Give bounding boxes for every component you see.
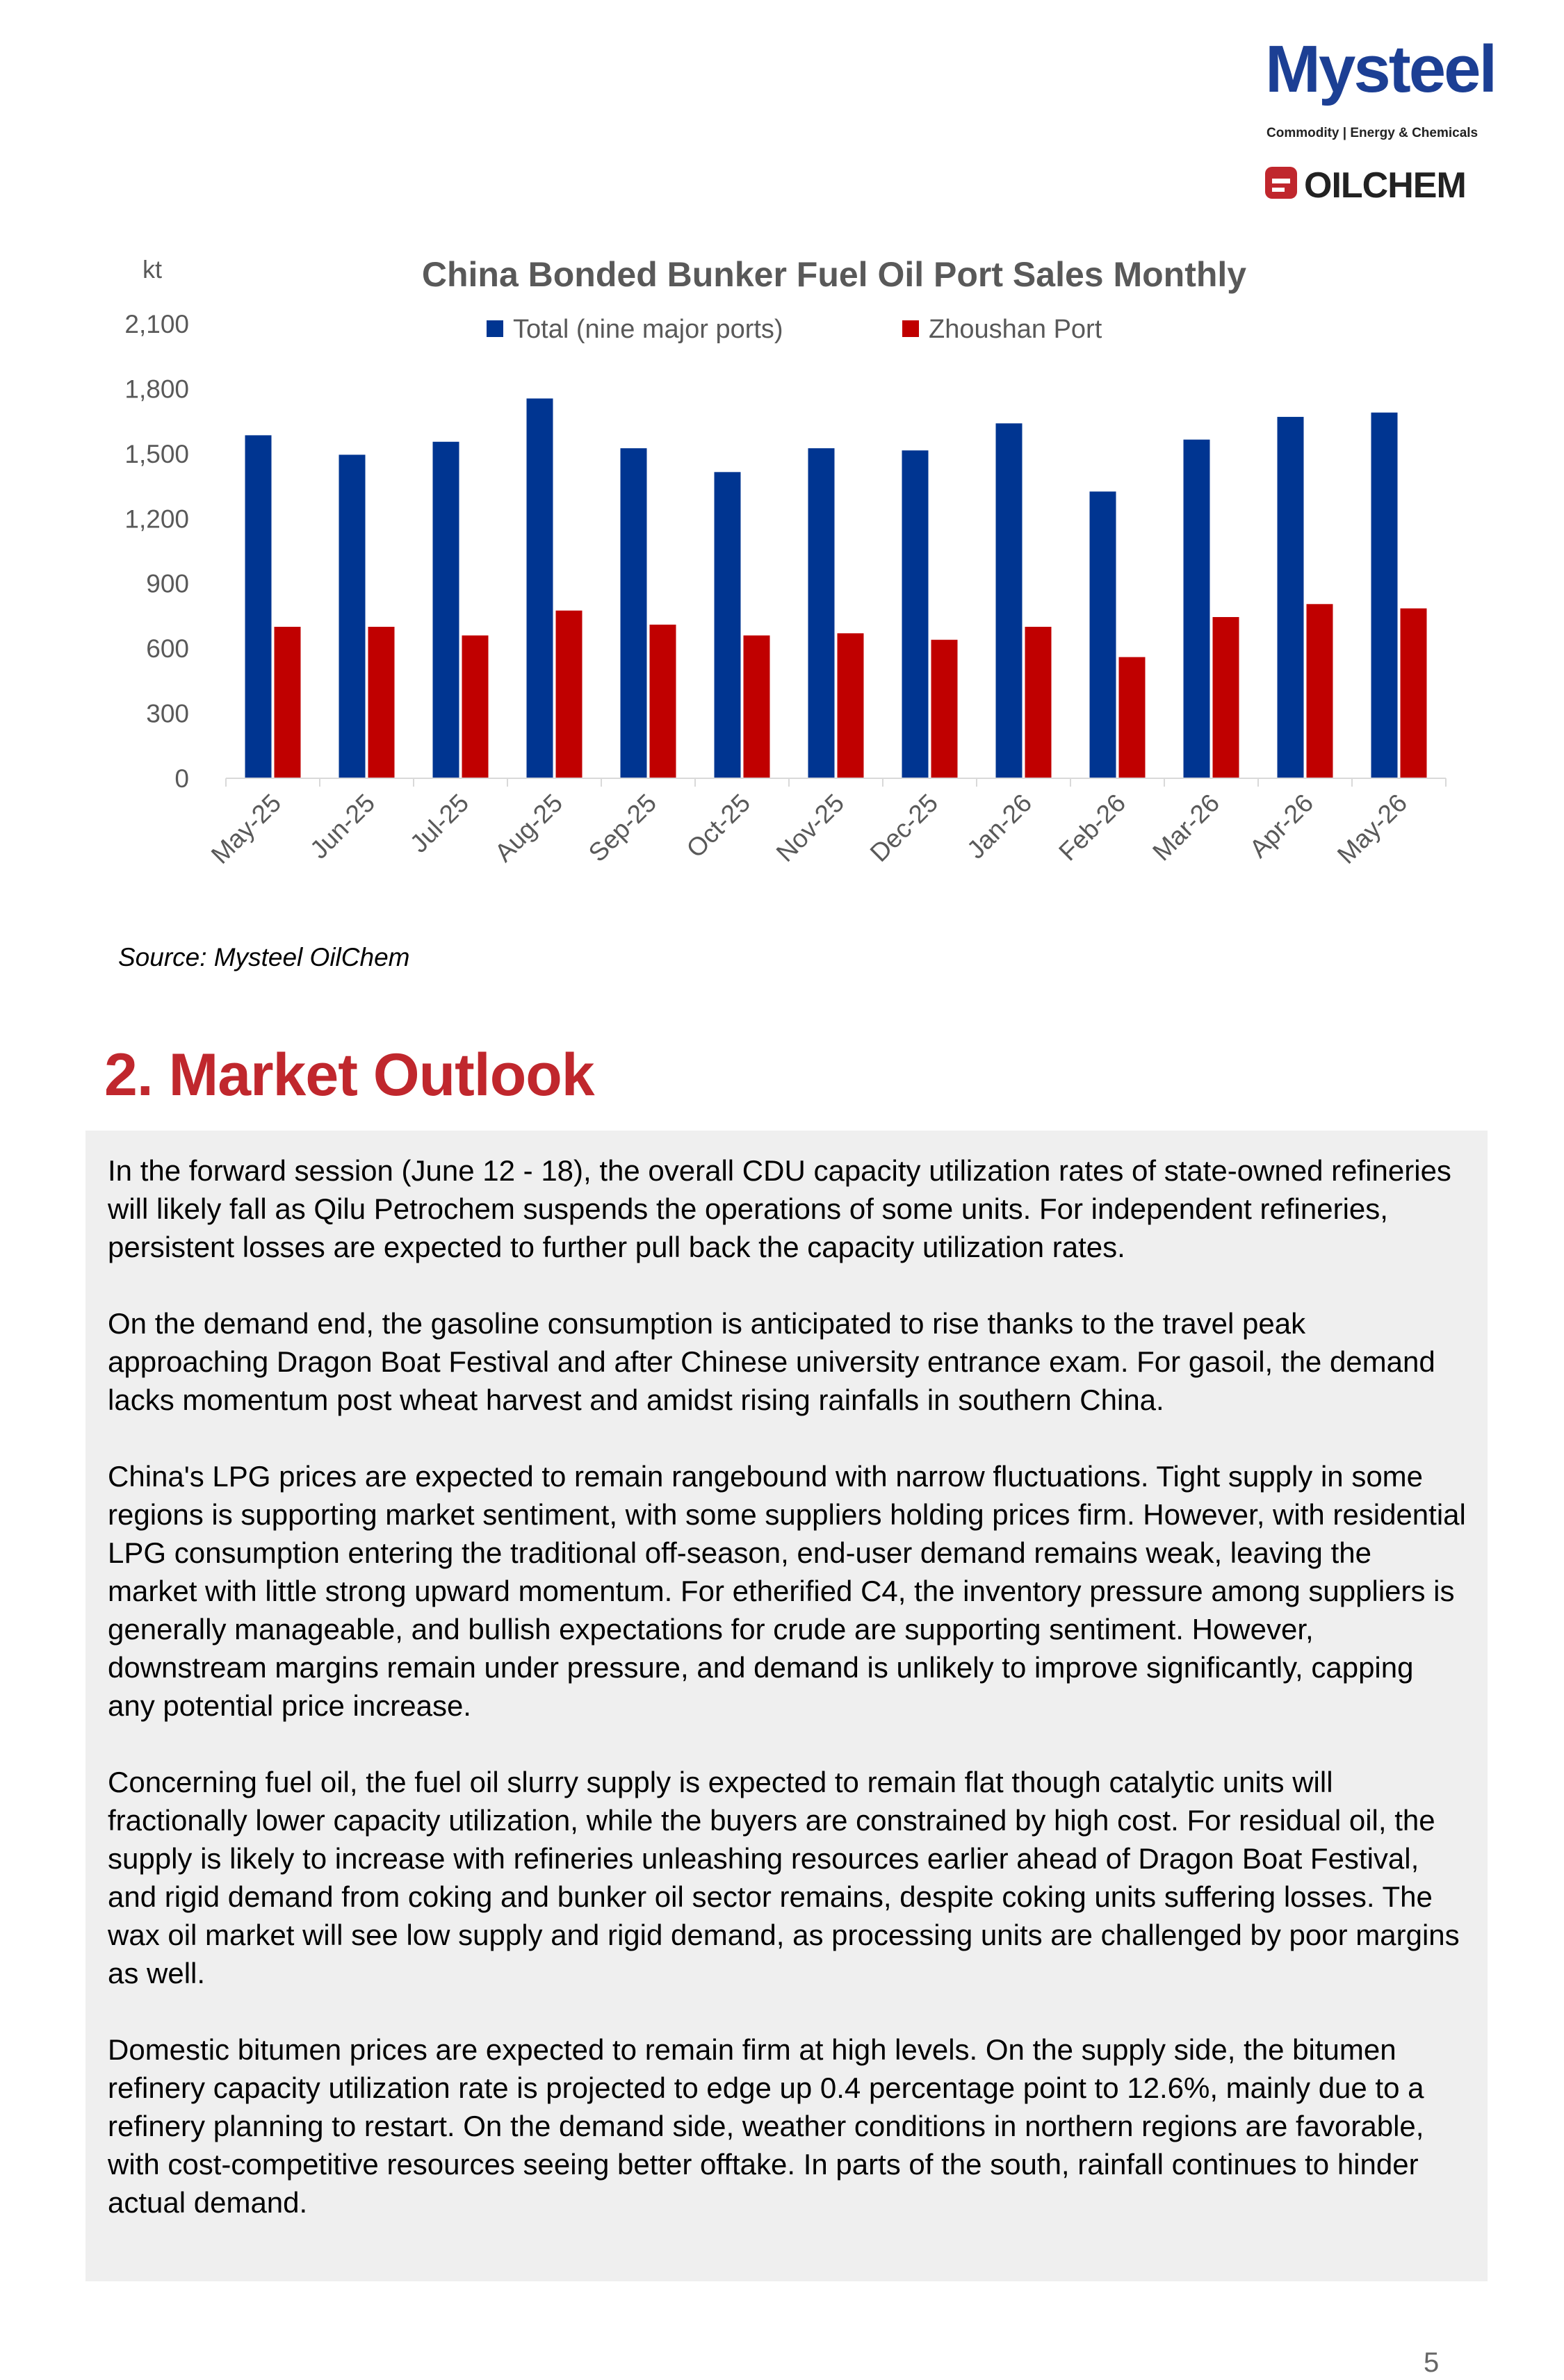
logo-brand: Mysteel bbox=[1265, 42, 1496, 106]
y-tick-label: 1,200 bbox=[124, 504, 189, 534]
bar bbox=[275, 627, 301, 778]
x-tick-label: Oct-25 bbox=[681, 788, 756, 864]
chart-title: China Bonded Bunker Fuel Oil Port Sales Monthly bbox=[421, 255, 1247, 294]
legend-swatch bbox=[487, 320, 503, 337]
legend-label: Zhoushan Port bbox=[929, 315, 1102, 344]
bar bbox=[556, 611, 583, 778]
x-tick-label: Jun-25 bbox=[304, 788, 381, 864]
x-axis bbox=[206, 778, 1446, 869]
bar bbox=[1371, 413, 1398, 778]
x-tick-label: Dec-25 bbox=[864, 788, 944, 868]
chart-legend bbox=[487, 315, 1102, 344]
legend-label: Total (nine major ports) bbox=[513, 315, 783, 344]
x-tick-label: Sep-25 bbox=[583, 788, 662, 868]
bar bbox=[462, 635, 489, 778]
sales-bar-chart bbox=[0, 0, 1564, 1001]
logo-tagline: Commodity | Energy & Chemicals bbox=[1266, 126, 1479, 140]
y-axis bbox=[124, 310, 189, 793]
bar-series bbox=[245, 398, 1427, 778]
bar bbox=[1401, 609, 1427, 778]
outlook-paragraph: Concerning fuel oil, the fuel oil slurry supply is expected to remain flat though catalytic units will fractionally lower capacity utilization, while the buyers are constrained by high cost. For residual oil, the supply is likely to increase with refineries unleashing resources earlier ahead of Dragon Boat Festival, and rigid demand from coking and bunker oil sector remains, despite coking units suffering losses. The wax oil market will see low supply and rigid demand, as processing units are challenged by poor margins as well. bbox=[108, 1766, 1460, 1989]
bar bbox=[621, 448, 647, 778]
x-tick-label: Jul-25 bbox=[404, 788, 475, 858]
bar bbox=[808, 448, 835, 778]
bar bbox=[245, 435, 272, 778]
outlook-paragraph: In the forward session (June 12 - 18), the overall CDU capacity utilization rates of state-owned refineries will likely fall as Qilu Petrochem suspends the operations of some units. For independent refineries, persistent losses are expected to further pull back the capacity utilization rates. bbox=[108, 1154, 1451, 1263]
page-number: 5 bbox=[1424, 2347, 1440, 2378]
x-tick-label: Feb-26 bbox=[1053, 788, 1132, 867]
y-tick-label: 2,100 bbox=[124, 310, 189, 338]
bar bbox=[1119, 657, 1146, 778]
y-tick-label: 0 bbox=[174, 764, 189, 793]
x-tick-label: Aug-25 bbox=[489, 788, 569, 868]
bar bbox=[1278, 417, 1304, 778]
bar bbox=[931, 640, 958, 778]
y-tick-label: 600 bbox=[146, 634, 189, 664]
bar bbox=[902, 450, 929, 778]
bar bbox=[368, 627, 395, 778]
x-tick-label: Jan-26 bbox=[961, 788, 1038, 864]
bar bbox=[1025, 627, 1052, 778]
outlook-paragraph: China's LPG prices are expected to remain rangebound with narrow fluctuations. Tight supply in some regions is supporting market sentiment, with some suppliers holding prices firm. However, with residential LPG consumption entering the traditional off-season, end-user demand remains weak, leaving the market with little strong upward momentum. For etherified C4, the inventory pressure among suppliers is generally manageable, and bullish expectations for crude are supporting sentiment. However, downstream margins remain under pressure, and demand is unlikely to improve significantly, capping any potential price increase. bbox=[108, 1460, 1466, 1722]
bar bbox=[527, 398, 553, 778]
y-tick-label: 1,500 bbox=[124, 439, 189, 468]
y-tick-label: 1,800 bbox=[124, 375, 189, 404]
y-unit-label: kt bbox=[142, 255, 163, 284]
bar bbox=[1213, 617, 1239, 778]
x-tick-label: May-26 bbox=[1331, 788, 1413, 869]
outlook-paragraph: Domestic bitumen prices are expected to remain firm at high levels. On the supply side, the bitumen refinery capacity utilization rate is projected to edge up 0.4 percentage point to 12.6%, mainly due to a refinery planning to restart. On the demand side, weather conditions in northern regions are favorable, with cost-competitive resources seeing better offtake. In parts of the south, rainfall continues to hinder actual demand. bbox=[108, 2033, 1424, 2219]
y-tick-label: 300 bbox=[146, 699, 189, 728]
bar bbox=[1307, 604, 1333, 778]
y-tick-label: 900 bbox=[146, 569, 189, 598]
section-title: 2. Market Outlook bbox=[104, 1042, 594, 1108]
bar bbox=[339, 454, 366, 778]
x-tick-label: Mar-26 bbox=[1147, 788, 1225, 867]
x-tick-label: May-25 bbox=[205, 788, 287, 869]
chart-source: Source: Mysteel OilChem bbox=[118, 943, 410, 971]
legend-swatch bbox=[902, 320, 919, 337]
bar bbox=[650, 625, 676, 778]
bar bbox=[996, 423, 1023, 778]
x-tick-label: Nov-25 bbox=[770, 788, 850, 868]
logo-sub-brand: OILCHEM bbox=[1304, 165, 1466, 206]
market-outlook-box bbox=[85, 1131, 1488, 2281]
bar bbox=[838, 633, 864, 778]
bar bbox=[1184, 440, 1210, 778]
bar bbox=[744, 635, 770, 778]
bar bbox=[1090, 491, 1116, 778]
x-tick-label: Apr-26 bbox=[1244, 788, 1319, 864]
outlook-paragraph: On the demand end, the gasoline consumption is anticipated to rise thanks to the travel peak approaching Dragon Boat Festival and after Chinese university entrance exam. For gasoil, the demand lacks momentum post wheat harvest and amidst rising rainfalls in southern China. bbox=[108, 1307, 1435, 1416]
bar bbox=[433, 442, 459, 778]
bar bbox=[715, 472, 741, 778]
